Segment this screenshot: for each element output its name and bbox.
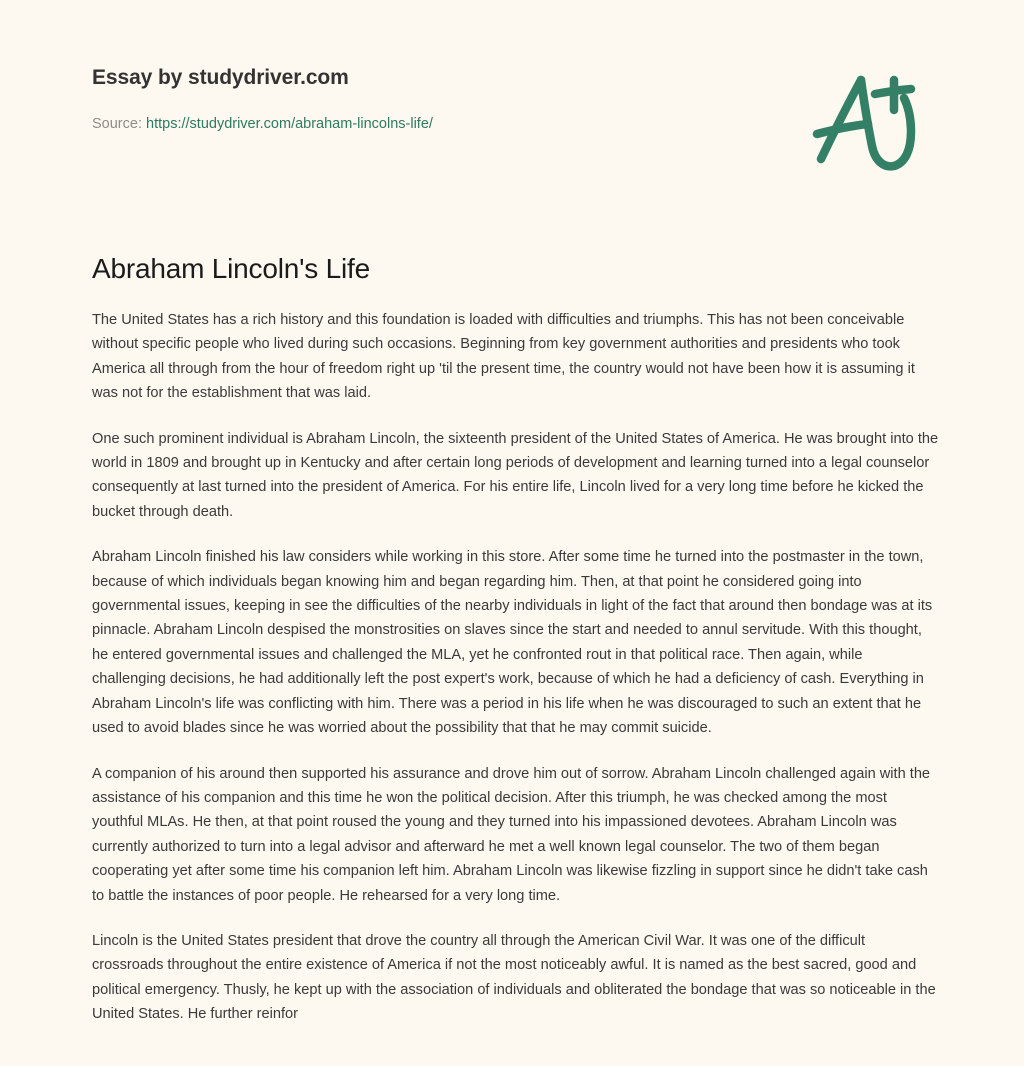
article-body: [92, 308, 940, 1027]
article-container: [92, 250, 940, 1027]
studydriver-a-plus-logo-icon: [806, 62, 924, 174]
header-text-block: [92, 63, 712, 134]
article-paragraph: The United States has a rich history and this foundation is loaded with difficulties and triumphs. This has not been conceivable without specific people who lived during such occasions. Beginning from key government authorities and presidents who took America all through from the hour of freedom right up 'til the present time, the country would not have been how it is assuming it was not for the establishment that was laid.: [92, 312, 915, 402]
article-paragraph: One such prominent individual is Abraham Lincoln, the sixteenth president of the United States of America. He was brought into the world in 1809 and brought up in Kentucky and after certain long periods of development and learning turned into a legal counselor consequently at last turned into the president of America. For his entire life, Lincoln lived for a very long time before he kicked the bucket through death.: [92, 430, 939, 520]
source-url-link[interactable]: https://studydriver.com/abraham-lincolns-life/: [146, 116, 433, 132]
source-line: [92, 114, 712, 134]
document-header: [0, 0, 1024, 200]
a-plus-logo-svg: [806, 62, 924, 174]
source-label: Source:: [92, 116, 142, 132]
article-paragraph: Abraham Lincoln finished his law considers while working in this store. After some time he turned into the postmaster in the town, because of which individuals began knowing him and began regarding him. Then, at that point he considered going into governmental issues, keeping in see the difficulties of the nearby individuals in light of the fact that around then bondage was at its pinnacle. Abraham Lincoln despised the monstrosities on slaves since the start and needed to annul servitude. With this thought, he entered governmental issues and challenged the MLA, yet he confronted rout in that political race. Then again, while challenging decisions, he had additionally left the post expert's work, because of which he had a deficiency of cash. Everything in Abraham Lincoln's life was conflicting with him. There was a period in his life when he was discouraged to such an extent that he used to avoid blades since he was worried about the possibility that that he may commit suicide.: [92, 549, 933, 737]
essay-byline: Essay by studydriver.com: [92, 66, 349, 89]
article-paragraph: A companion of his around then supported his assurance and drove him out of sorrow. Abraham Lincoln challenged again with the assistance of his companion and this time he won the political decision. After this triumph, he was checked among the most youthful MLAs. He then, at that point roused the young and they turned into his impassioned devotees. Abraham Lincoln was currently authorized to turn into a legal advisor and afterward he met a well known legal counselor. The two of them began cooperating yet after some time his companion left him. Abraham Lincoln was likewise fizzling in support since he didn't take cash to battle the instances of poor people. He rehearsed for a very long time.: [92, 765, 931, 904]
page-title: Abraham Lincoln's Life: [92, 253, 370, 284]
article-paragraph: Lincoln is the United States president that drove the country all through the American Civil War. It was one of the difficult crossroads throughout the entire existence of America if not the most noticeably awful. It is named as the best sacred, good and political emergency. Thusly, he kept up with the association of individuals and obliterated the bondage that was so noticeable in the United States. He further reinfor: [92, 932, 936, 1023]
